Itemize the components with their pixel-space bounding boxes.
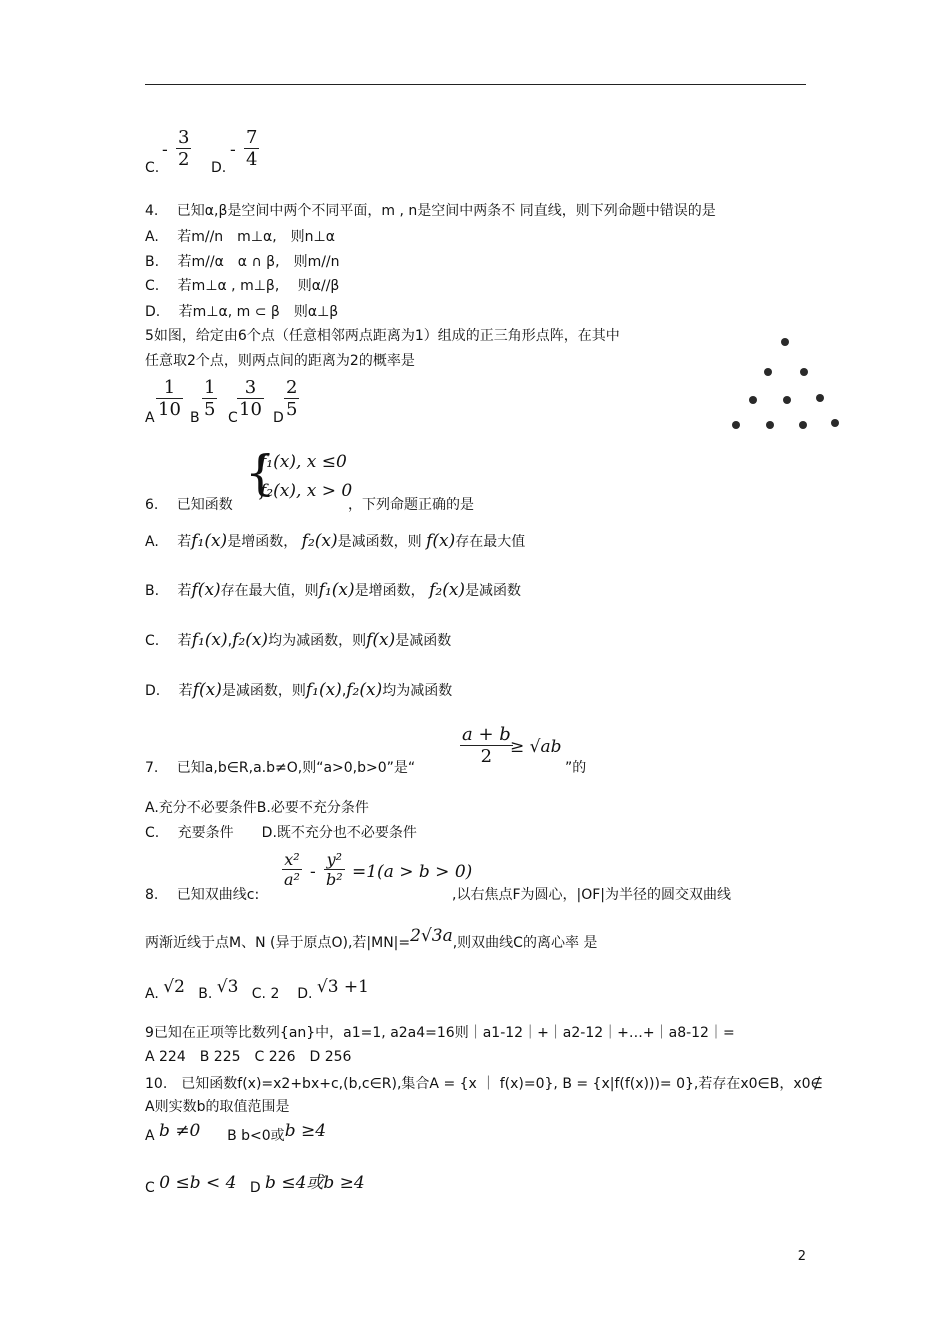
q8-stem-suffix: ,以右焦点F为圆心，|OF|为半径的圆交双曲线 (452, 887, 732, 903)
q10-line2: A则实数b的取值范围是 (145, 1099, 290, 1115)
q4-option-a: A. 若m//n m⊥α, 则n⊥α (145, 229, 335, 245)
q6-stem-suffix: ，下列命题正确的是 (348, 497, 474, 513)
q3-c-fraction: 3 2 (178, 127, 190, 170)
q4-stem: 4. 已知α,β是空间中两个不同平面，m , n是空间中两条不 同直线，则下列命题中错误的是 (145, 203, 716, 219)
q3-d-fraction: 7 4 (246, 127, 258, 170)
q3-c-sign: - (162, 140, 168, 160)
q10-options-cd: C 0 ≤b < 4 D b ≤4或b ≥4 (145, 1173, 365, 1196)
q7-stem-prefix: 7. 已知a,b∈R,a.b≠O,则“a>0,b>0”是“ (145, 760, 416, 776)
q10-options-ab: A b ≠0 B b<0或b ≥4 (145, 1121, 327, 1144)
piecewise-brace: { (245, 445, 276, 501)
lattice-dot (800, 368, 808, 376)
q5-d-fraction: 2 5 (286, 377, 298, 420)
q8-rhs: =1(a > b > 0) (352, 862, 473, 882)
q9-stem: 9已知在正项等比数列{an}中，a1=1, a2a4=16则｜a1-12｜+｜a2-12｜+…+｜a8-12｜= (145, 1025, 735, 1041)
q8-options: A. √2 B. √3 C. 2 D. √3 +1 (145, 977, 369, 1002)
lattice-dot (732, 421, 740, 429)
q4-option-c: C. 若m⊥α , m⊥β, 则α//β (145, 278, 340, 294)
q6-option-b: B. 若f(x)存在最大值，则f₁(x)是增函数， f₂(x)是减函数 (145, 580, 522, 600)
q5-b-label: B (190, 410, 200, 426)
header-rule (145, 84, 806, 85)
q3-c-label: C. (145, 160, 160, 176)
q8-stem-prefix: 8. 已知双曲线c: (145, 887, 260, 903)
q4-option-d: D. 若m⊥α, m ⊂ β 则α⊥β (145, 304, 339, 320)
lattice-dot (783, 396, 791, 404)
q5-c-fraction: 3 10 (239, 377, 262, 420)
q10-stem: 10. 已知函数f(x)=x2+bx+c,(b,c∈R),集合A = {x ｜ f(x)=0}, B = {x|f(f(x)))= 0},若存在x0∈B，x0∉ (145, 1076, 823, 1092)
q5-line2: 任意取2个点，则两点间的距离为2的概率是 (145, 353, 415, 369)
lattice-dot (799, 421, 807, 429)
q7-stem-suffix: ”的 (565, 760, 587, 776)
q6-option-d: D. 若f(x)是减函数，则f₁(x),f₂(x)均为减函数 (145, 680, 453, 700)
q6-option-a: A. 若f₁(x)是增函数， f₂(x)是减函数，则 f(x)存在最大值 (145, 531, 526, 551)
q4-option-b: B. 若m//α α ∩ β, 则m//n (145, 254, 340, 270)
q8-y-fraction: y² b² (326, 850, 343, 889)
q8-x-fraction: x² a² (284, 850, 300, 889)
q5-d-label: D (273, 410, 284, 426)
q7-options-ab: A.充分不必要条件B.必要不充分条件 (145, 800, 369, 816)
q5-b-fraction: 1 5 (204, 377, 216, 420)
q5-c-label: C (228, 410, 238, 426)
q5-a-fraction: 1 10 (158, 377, 181, 420)
q3-d-sign: - (230, 140, 236, 160)
q8-line2: 两渐近线于点M、N (异于原点O),若|MN|=2√3a,则双曲线C的离心率 是 (145, 926, 598, 951)
q5-a-label: A (145, 410, 155, 426)
q7-rhs: ≥ √ab (510, 737, 562, 757)
q3-d-label: D. (211, 160, 227, 176)
q6-piece1: f₁(x), x ≤0 (260, 452, 347, 472)
lattice-dot (781, 338, 789, 346)
lattice-dot (749, 396, 757, 404)
lattice-dot (766, 421, 774, 429)
q9-options: A 224 B 225 C 226 D 256 (145, 1049, 352, 1065)
q7-fraction: a + b 2 (462, 724, 511, 767)
lattice-dot (831, 419, 839, 427)
q7-options-cd: C. 充要条件 D.既不充分也不必要条件 (145, 825, 417, 841)
lattice-dot (764, 368, 772, 376)
q6-option-c: C. 若f₁(x),f₂(x)均为减函数，则f(x)是减函数 (145, 630, 452, 650)
q5-line1: 5如图，给定由6个点（任意相邻两点距离为1）组成的正三角形点阵，在其中 (145, 328, 620, 344)
q6-piece2: f₂(x), x > 0 (260, 481, 353, 501)
q8-minus: - (310, 862, 316, 882)
page-number: 2 (797, 1249, 806, 1264)
q6-stem-prefix: 6. 已知函数 (145, 497, 233, 513)
lattice-dot (816, 394, 824, 402)
